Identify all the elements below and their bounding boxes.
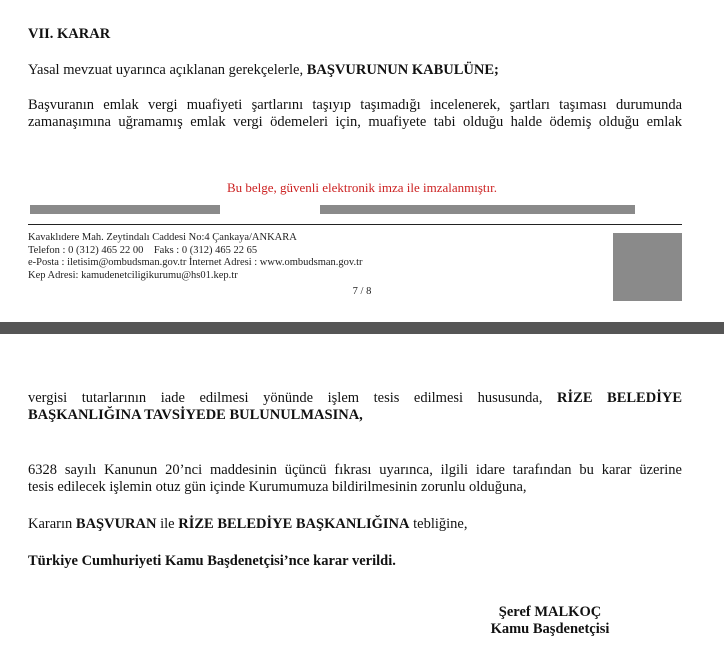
electronic-signature-notice: Bu belge, güvenli elektronik imza ile imzalanmıştır. xyxy=(226,180,498,195)
footer-contact xyxy=(28,232,588,282)
footer-divider xyxy=(28,224,682,225)
page-number: 7 / 8 xyxy=(352,286,372,297)
final-statement: Türkiye Cumhuriyeti Kamu Başdenetçisi’nce karar verildi. xyxy=(28,553,396,569)
redacted-block-left xyxy=(30,205,220,214)
law-line-1: 6328 sayılı Kanunun 20’nci maddesinin üçüncü fıkrası uyarınca, ilgili idare tarafından bu karar üzerine xyxy=(28,462,682,478)
page-separator xyxy=(0,322,724,334)
paragraph-line-1: Başvuranın emlak vergi muafiyeti şartlarını taşıyıp taşımadığı incelenerek, şartları taşıması durumunda xyxy=(28,97,682,113)
footer-email-web: e-Posta : iletisim@ombudsman.gov.tr İnternet Adresi : www.ombudsman.gov.tr xyxy=(28,257,363,268)
decision-line: Yasal mevzuat uyarınca açıklanan gerekçelerle, BAŞVURUNUN KABULÜNE; xyxy=(28,62,499,78)
section-heading: VII. KARAR xyxy=(28,26,111,42)
footer-address: Kavaklıdere Mah. Zeytindalı Caddesi No:4 Çankaya/ANKARA xyxy=(28,232,297,243)
paragraph-line-2: zamanaşımına uğramamış emlak vergi ödemeleri için, muafiyete tabi olduğu halde ödemiş olduğu emlak xyxy=(28,114,682,130)
redacted-qr-code xyxy=(613,233,682,301)
law-line-2: tesis edilecek işlemin otuz gün içinde Kurumumuza bildirilmesinin zorunlu olduğuna, xyxy=(28,479,527,495)
signer-name: Şeref MALKOÇ xyxy=(498,604,602,620)
footer-phone: Telefon : 0 (312) 465 22 00 Faks : 0 (312) 465 22 65 xyxy=(28,244,258,256)
continuation-line-2: BAŞKANLIĞINA TAVSİYEDE BULUNULMASINA, xyxy=(28,407,363,423)
redacted-block-right xyxy=(320,205,635,214)
continuation-line-1: vergisi tutarlarının iade edilmesi yönünde işlem tesis edilmesi hususunda, RİZE BELEDİYE xyxy=(28,390,682,406)
signer-title: Kamu Başdenetçisi xyxy=(490,621,610,637)
notification-line: Kararın BAŞVURAN ile RİZE BELEDİYE BAŞKANLIĞINA tebliğine, xyxy=(28,516,468,532)
footer-kep: Kep Adresi: kamudenetciligikurumu@hs01.kep.tr xyxy=(28,269,238,281)
signer-block xyxy=(470,604,630,638)
